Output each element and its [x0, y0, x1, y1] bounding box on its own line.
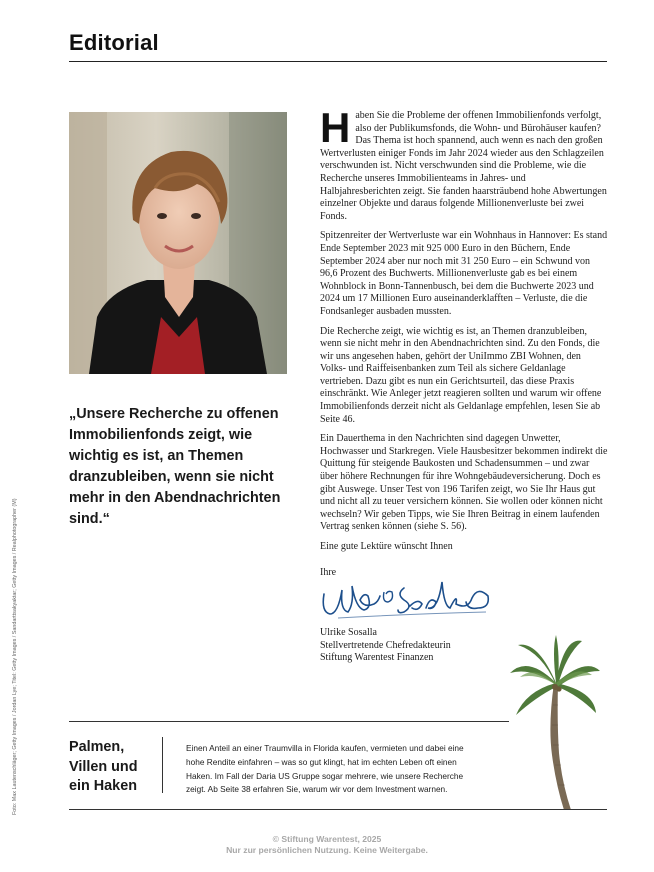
footer-usage-note: Nur zur persönlichen Nutzung. Keine Weitergabe.: [226, 845, 428, 855]
footer-copyright: © Stiftung Warentest, 2025: [272, 834, 382, 844]
closing-greeting: Eine gute Lektüre wünscht Ihnen: [320, 541, 453, 552]
signer-block: [320, 627, 451, 665]
palm-tree-icon: [508, 635, 600, 810]
paragraph-3: Die Recherche zeigt, wie wichtig es ist, an Themen dranzubleiben, wenn sie nicht mehr in den Abendnachrichten sind. Zu den Fonds, die wir uns angesehen haben, gehört der UniImmo ZBI Wohnen, den Volks- und Raiffeisenbanken zum Teil als sichere Geldanlage vertrieben. Dazu gibt es nun ein Gerichtsurteil, das diese Praxis einschränkt. Wie Anleger jetzt reagieren sollten und warum wir offene Immobilienfonds derzeit nicht als Geldanlage empfehlen, lesen Sie ab Seite 46.: [320, 325, 602, 425]
photo-credit: Foto: Max Lautenschläger; Getty Images / Jordan Lye; Titel: Getty Images / Sandarttsakyaktar; Getty Images / Realphotographer (M): [12, 498, 18, 815]
signer-name: Ulrike Sosalla: [320, 627, 377, 638]
article-body: [320, 104, 608, 561]
teaser-top-rule: [69, 721, 509, 722]
handwritten-signature-icon: [318, 572, 496, 622]
header-rule: [69, 61, 607, 62]
paragraph-1: Haben Sie die Probleme der offenen Immobilienfonds verfolgt, also der Publikumsfonds, die Wohn- und Bürohäuser kaufen? Das Thema ist hoch spannend, auch wenn es nach den großen Wertverlusten einiger Fonds im Jahr 2024 wieder aus den Schlagzeilen verschwunden ist. Nicht verschwunden sind die Probleme, wie die Recherche unseres Immobilienteams in Jahres- und Halbjahresberichten zeigt. Sie fanden haarsträubend hohe Abwertungen einzelner Objekte und daraus folgende Millionenverluste bei zwei Fonds.: [320, 104, 607, 222]
page-title: Editorial: [69, 30, 159, 55]
teaser-text: Einen Anteil an einer Traumvilla in Florida kaufen, vermieten und dabei eine hohe Rendite einfahren – was so gut klingt, hat im echten Leben oft einen Haken. Im Fall der Daria US Gruppe sogar mehrere, wie unsere Recherche zeigt. Ab Seite 38 erfahren Sie, warum wir vor dem Investment warnen.: [186, 743, 464, 795]
teaser-bottom-rule: [69, 809, 607, 810]
pull-quote: „Unsere Recherche zu offenen Immobilienfonds zeigt, wie wichtig es ist, an Themen dranzubleiben, wenn sie nicht mehr in den Abendnachrichten sind.“: [69, 406, 281, 527]
paragraph-2: Spitzenreiter der Wertverluste war ein Wohnhaus in Hannover: Es stand Ende September 2023 mit 925 000 Euro in den Büchern, Ende September 2024 aber nur noch mit 31 250 Euro – ein Schwund von 96,6 Prozent des Buchwerts. Millionenverluste gab es bei einem Wohnblock in Bonn-Tannenbusch, bei dem die Buchwerte 2023 und 2024 um 17 Millionen Euro auseinanderklafften – Verluste, die die Fondsanleger ausbaden mussten.: [320, 230, 608, 317]
copyright-footer: [0, 834, 654, 856]
signer-role: Stellvertretende Chefredakteurin: [320, 639, 451, 651]
drop-cap: H: [320, 104, 351, 151]
signoff-ihre: Ihre: [320, 567, 337, 578]
teaser-title: Palmen, Villen und ein Haken: [69, 739, 138, 794]
portrait-photo: [69, 112, 287, 374]
teaser-divider: [162, 737, 163, 793]
signer-org: Stiftung Warentest Finanzen: [320, 652, 434, 664]
paragraph-4: Ein Dauerthema in den Nachrichten sind dagegen Unwetter, Hochwasser und Starkregen. Viele Hausbesitzer bekommen indirekt die Quittung für steigende Baukosten und Schadensummen – und zwar über höhere Rechnungen für ihre Wohngebäudeversicherung. Doch es gibt Auswege. Unser Test von 196 Tarifen zeigt, wo Sie Ihr Haus gut und nicht all zu teuer versichern können. Sie wollen oder können nicht wechseln? Wir geben Tipps, wie Sie Ihren Beitrag in einem laufenden Vertrag senken können (siehe S. 56).: [320, 433, 608, 533]
